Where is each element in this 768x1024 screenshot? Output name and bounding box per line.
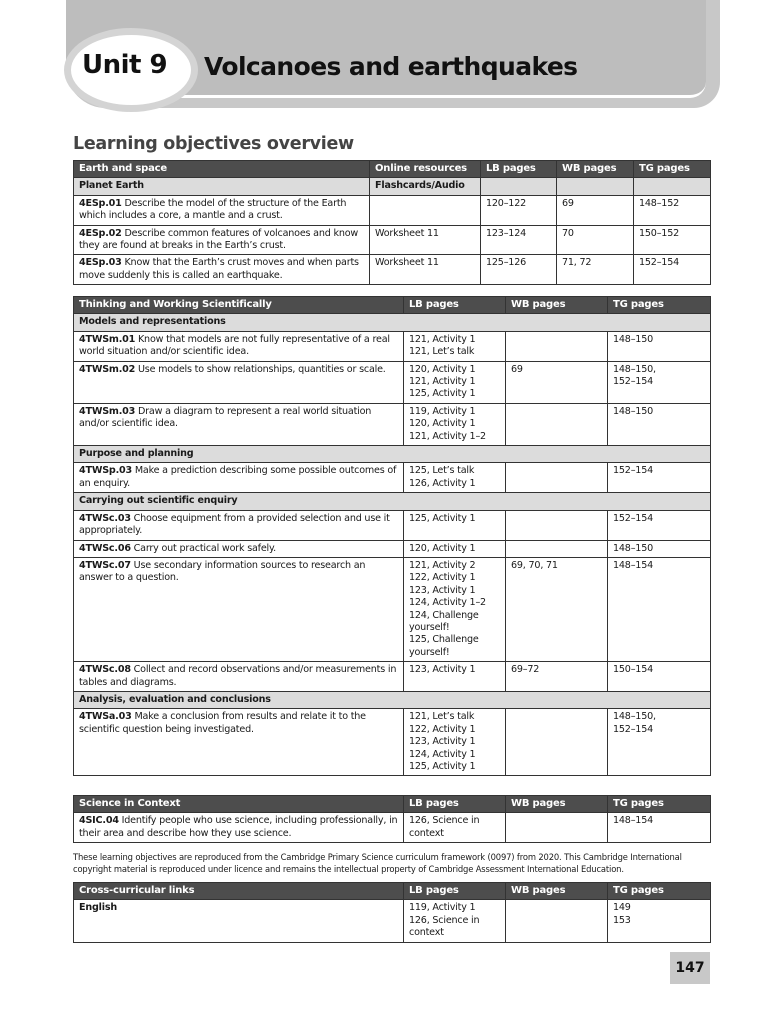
lb-pages-cell-line: 126, Science in [409,815,480,827]
wb-pages-cell: 69, 70, 71 [506,557,608,661]
lb-pages-cell-line: 120, Activity 1 [409,542,476,554]
objective-cell [74,510,404,540]
objective-code: 4ESp.01 [79,197,122,209]
lb-pages-cell [404,463,506,493]
wb-pages-cell [506,331,608,361]
header-cell: LB pages [404,297,506,314]
header-cell: TG pages [608,883,711,900]
wb-pages-cell [506,403,608,445]
objective-cell [74,361,404,403]
lb-pages-cell-line: context [409,827,444,839]
objective-cell [74,463,404,493]
online-resources-cell: Worksheet 11 [370,255,481,285]
header-cell: TG pages [608,796,711,813]
objective-text: Describe the model of the structure of the Earth which includes a core, a mantle and a crust. [79,197,347,222]
objective-cell [74,403,404,445]
tg-pages-cell [608,331,711,361]
group-row [74,446,711,463]
tg-pages-cell: 150–152 [634,225,711,255]
objective-code: 4TWSc.03 [79,512,131,524]
group-row [74,493,711,510]
objective-text: Collect and record observations and/or measurements in tables and diagrams. [79,664,397,688]
header-cell: Thinking and Working Scientifically [74,297,404,314]
header-cell: Earth and space [74,161,370,178]
lb-pages-cell-line: 124, Activity 1–2 [409,597,486,609]
table-row [74,403,711,445]
subheader-row [74,178,711,195]
table-row [74,195,711,225]
lb-pages-cell [404,510,506,540]
lb-pages-cell-line: 124, Challenge [409,609,479,621]
lb-pages-cell-line: 122, Activity 1 [409,572,476,584]
table-header-row [74,883,711,900]
objective-cell [74,557,404,661]
lb-pages-cell [404,557,506,661]
group-row [74,691,711,708]
lb-pages-cell [404,662,506,692]
lb-pages-cell-line: 120, Activity 1 [409,418,476,430]
lb-pages-cell-line: 125, Activity 1 [409,761,476,772]
table-row [74,255,711,285]
subject-cell: English [74,900,404,942]
objective-code: 4ESp.02 [79,227,122,239]
group-label: Analysis, evaluation and conclusions [74,691,711,708]
header-cell: WB pages [506,297,608,314]
twsc-table [73,296,711,776]
table-row [74,709,711,776]
objective-cell [74,813,404,843]
lb-pages-cell [404,403,506,445]
section-title: Learning objectives overview [73,134,354,154]
tg-pages-cell-line: 148–154 [613,815,654,827]
wb-pages-cell: 71, 72 [557,255,634,285]
lb-pages-cell-line: yourself! [409,621,450,633]
objective-text: Use secondary information sources to research an answer to a question. [79,559,366,584]
objective-text: Draw a diagram to represent a real world situation and/or scientific idea. [79,405,372,430]
online-resources-cell: Worksheet 11 [370,225,481,255]
online-resources-cell [370,195,481,225]
tg-pages-cell [608,900,711,942]
objective-cell [74,709,404,776]
lb-pages-cell-line: yourself! [409,646,450,658]
group-row [74,314,711,331]
lb-pages-cell-line: 120, Activity 1 [409,363,476,375]
lb-pages-cell [404,813,506,843]
objective-text: Identify people who use science, including professionally, in their area and describe how they use science. [79,815,398,839]
lb-pages-cell-line: 121, Let’s talk [409,346,475,358]
group-label: Purpose and planning [74,446,711,463]
lb-pages-cell-line: 121, Activity 1 [409,376,476,388]
header-cell: LB pages [404,883,506,900]
tg-pages-cell [608,813,711,843]
objective-cell [74,255,370,285]
lb-pages-cell: 120–122 [481,195,557,225]
lb-pages-cell-line: 121, Activity 1–2 [409,430,486,442]
objective-text: Describe common features of volcanoes and know they are found at breaks in the Earth’s crust. [79,227,359,252]
tg-pages-cell [608,709,711,776]
page-number: 147 [670,952,710,984]
objective-text: Make a prediction describing some possible outcomes of an enquiry. [79,465,397,489]
subheader-label: Flashcards/Audio [370,178,481,195]
tg-pages-cell-line: 152–154 [613,465,654,477]
table-row [74,900,711,942]
header-cell: LB pages [481,161,557,178]
wb-pages-cell [506,463,608,493]
lb-pages-cell-line: 126, Science in [409,914,480,926]
tg-pages-cell-line: 148–150, [613,363,656,375]
objective-text: Know that models are not fully representative of a real world situation and/or scientific idea. [79,333,390,358]
cross-curricular-table [73,882,711,943]
lb-pages-cell-line: 123, Activity 1 [409,736,476,748]
objective-code: 4TWSp.03 [79,465,132,477]
subheader-empty [634,178,711,195]
tg-pages-cell-line: 148–150 [613,333,654,345]
header-cell: WB pages [506,796,608,813]
header-cell: Online resources [370,161,481,178]
objective-cell [74,540,404,557]
objective-code: 4TWSc.08 [79,664,131,676]
tg-pages-cell-line: 148–150 [613,405,654,417]
table-row [74,540,711,557]
header-cell: WB pages [506,883,608,900]
tg-pages-cell-line: 152–154 [613,512,654,524]
lb-pages-cell [404,331,506,361]
lb-pages-cell-line: 119, Activity 1 [409,405,476,417]
objective-code: 4SIC.04 [79,815,119,827]
lb-pages-cell-line: 122, Activity 1 [409,723,476,735]
unit-title: Volcanoes and earthquakes [204,52,578,81]
lb-pages-cell-line: 126, Activity 1 [409,477,476,489]
wb-pages-cell [506,900,608,942]
subheader-empty [557,178,634,195]
table-row [74,463,711,493]
subheader-label: Planet Earth [74,178,370,195]
table-header-row [74,297,711,314]
table-row [74,225,711,255]
lb-pages-cell-line: context [409,927,444,939]
group-label: Models and representations [74,314,711,331]
tg-pages-cell: 152–154 [634,255,711,285]
lb-pages-cell-line: 123, Activity 1 [409,584,476,596]
tg-pages-cell [608,557,711,661]
wb-pages-cell [506,540,608,557]
header-cell: WB pages [557,161,634,178]
objective-code: 4TWSc.07 [79,559,131,571]
objective-cell [74,331,404,361]
wb-pages-cell [506,709,608,776]
lb-pages-cell [404,709,506,776]
lb-pages-cell-line: 125, Activity 1 [409,512,476,524]
objective-code: 4TWSc.06 [79,542,131,554]
table-row [74,813,711,843]
lb-pages-cell [404,900,506,942]
objective-text: Know that the Earth’s crust moves and when parts move suddenly this is called an earthquake. [79,257,359,281]
tg-pages-cell [608,662,711,692]
copyright-footnote: These learning objectives are reproduced from the Cambridge Primary Science curriculum framework (0097) from 2020. This Cambridge International copyright material is reproduced under licence and remains the intellectual property of Cambridge Assessment International Education. [73,852,682,875]
objective-code: 4TWSm.02 [79,363,136,375]
tg-pages-cell [608,463,711,493]
science-context-table [73,795,711,843]
objective-code: 4TWSm.01 [79,333,136,345]
table-row [74,510,711,540]
wb-pages-cell: 70 [557,225,634,255]
lb-pages-cell-line: 123, Activity 1 [409,664,476,676]
objective-cell [74,225,370,255]
tg-pages-cell-line: 150–154 [613,664,654,676]
wb-pages-cell [506,813,608,843]
tg-pages-cell [608,540,711,557]
objective-cell [74,662,404,692]
table-row [74,557,711,661]
lb-pages-cell-line: 121, Activity 2 [409,559,476,571]
table-header-row [74,161,711,178]
tg-pages-cell-line: 148–154 [613,559,654,571]
objective-code: 4TWSm.03 [79,405,136,417]
lb-pages-cell-line: 125, Challenge [409,634,479,646]
tg-pages-cell-line: 152–154 [613,723,654,735]
lb-pages-cell-line: 119, Activity 1 [409,902,476,914]
lb-pages-cell: 123–124 [481,225,557,255]
tg-pages-cell-line: 153 [613,914,631,926]
objective-text: Choose equipment from a provided selection and use it appropriately. [79,512,390,537]
table-row [74,361,711,403]
group-label: Carrying out scientific enquiry [74,493,711,510]
tg-pages-cell: 148–152 [634,195,711,225]
lb-pages-cell-line: 121, Let’s talk [409,711,475,723]
wb-pages-cell: 69 [506,361,608,403]
header-cell: Cross-curricular links [74,883,404,900]
objective-code: 4ESp.03 [79,257,122,269]
wb-pages-cell [506,510,608,540]
subheader-empty [481,178,557,195]
table-row [74,662,711,692]
lb-pages-cell: 125–126 [481,255,557,285]
header-cell: TG pages [608,297,711,314]
lb-pages-cell-line: 125, Activity 1 [409,388,476,400]
table-row [74,331,711,361]
tg-pages-cell-line: 152–154 [613,376,654,388]
wb-pages-cell: 69 [557,195,634,225]
lb-pages-cell-line: 121, Activity 1 [409,333,476,345]
lb-pages-cell-line: 124, Activity 1 [409,748,476,760]
tg-pages-cell-line: 148–150 [613,542,654,554]
objective-text: Make a conclusion from results and relate it to the scientific question being investigated. [79,711,366,735]
earth-space-table [73,160,711,285]
lb-pages-cell [404,540,506,557]
objective-text: Use models to show relationships, quantities or scale. [137,363,386,375]
tg-pages-cell [608,403,711,445]
lb-pages-cell-line: 125, Let’s talk [409,465,475,477]
header-cell: Science in Context [74,796,404,813]
wb-pages-cell: 69–72 [506,662,608,692]
table-header-row [74,796,711,813]
objective-text: Carry out practical work safely. [133,542,276,554]
tg-pages-cell-line: 148–150, [613,711,656,723]
objective-code: 4TWSa.03 [79,711,132,723]
header-cell: TG pages [634,161,711,178]
tg-pages-cell-line: 149 [613,902,631,914]
objective-cell [74,195,370,225]
tg-pages-cell [608,361,711,403]
header-cell: LB pages [404,796,506,813]
lb-pages-cell [404,361,506,403]
tg-pages-cell [608,510,711,540]
unit-number: Unit 9 [82,50,168,80]
